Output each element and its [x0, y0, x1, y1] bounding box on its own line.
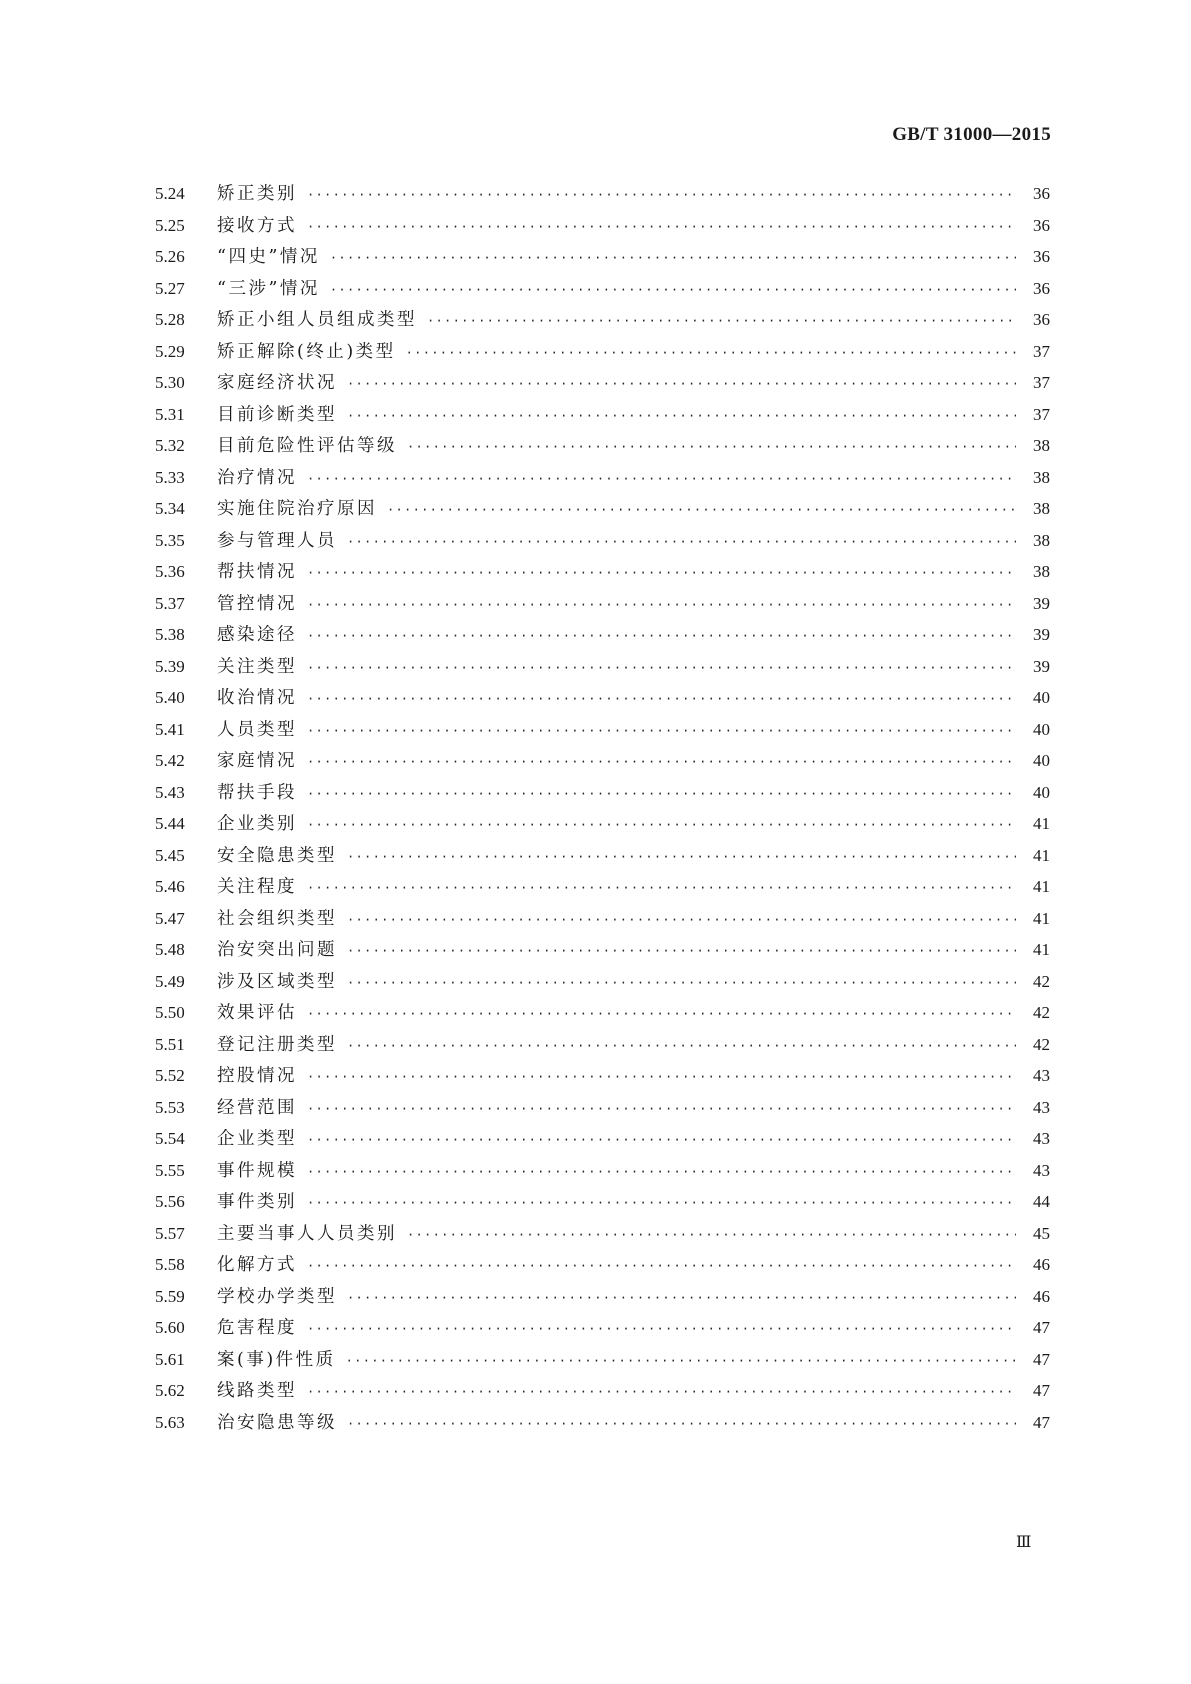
toc-entry-title: 关注程度	[217, 877, 297, 897]
toc-dot-leader	[407, 1220, 1016, 1252]
toc-entry[interactable]	[155, 1092, 1050, 1124]
toc-entry[interactable]	[155, 840, 1050, 872]
toc-dot-leader	[347, 369, 1016, 401]
toc-entry[interactable]	[155, 1218, 1050, 1250]
toc-dot-leader	[346, 1346, 1016, 1378]
toc-dot-leader	[307, 1125, 1016, 1157]
toc-dot-leader	[307, 716, 1016, 748]
toc-entry[interactable]	[155, 1155, 1050, 1187]
toc-entry[interactable]	[155, 525, 1050, 557]
toc-entry-page: 37	[1033, 373, 1050, 392]
toc-entry-page: 37	[1033, 404, 1050, 424]
toc-entry-title: 家庭情况	[217, 751, 297, 771]
toc-entry[interactable]	[155, 462, 1050, 494]
toc-entry-page: 42	[1033, 1003, 1050, 1022]
toc-entry-page: 38	[1033, 562, 1050, 581]
toc-entry-title: 企业类别	[217, 814, 297, 834]
toc-dot-leader	[407, 432, 1016, 464]
toc-entry-number: 5.49	[155, 971, 185, 991]
toc-dot-leader	[307, 621, 1016, 653]
toc-entry-title: 效果评估	[217, 1003, 297, 1023]
toc-entry[interactable]	[155, 651, 1050, 683]
toc-entry-title: 经营范围	[217, 1097, 297, 1118]
toc-dot-leader	[307, 558, 1016, 590]
toc-entry-number: 5.61	[155, 1349, 185, 1369]
toc-entry[interactable]	[155, 178, 1050, 210]
toc-entry-title: 人员类型	[217, 719, 297, 740]
toc-entry-number: 5.63	[155, 1412, 185, 1432]
toc-entry[interactable]	[155, 336, 1050, 368]
toc-entry-title: “三涉”情况	[217, 278, 320, 299]
toc-entry[interactable]	[155, 1375, 1050, 1407]
toc-entry-number: 5.48	[155, 940, 185, 959]
toc-entry-title: 社会组织类型	[217, 908, 337, 929]
toc-entry-title: 案(事)件性质	[217, 1349, 336, 1370]
toc-entry[interactable]	[155, 367, 1050, 399]
toc-entry-title: 家庭经济状况	[217, 373, 337, 393]
toc-entry-title: 学校办学类型	[217, 1286, 337, 1307]
toc-entry[interactable]	[155, 1123, 1050, 1155]
toc-entry-page: 36	[1033, 247, 1050, 266]
toc-entry[interactable]	[155, 1029, 1050, 1061]
toc-entry-page: 43	[1033, 1129, 1050, 1148]
page-number: Ⅲ	[1016, 1534, 1032, 1551]
toc-dot-leader	[347, 968, 1016, 1000]
toc-entry-page: 38	[1033, 436, 1050, 455]
toc-entry-number: 5.27	[155, 278, 185, 298]
toc-entry-page: 43	[1033, 1097, 1050, 1117]
toc-dot-leader	[330, 275, 1016, 307]
toc-entry[interactable]	[155, 619, 1050, 651]
toc-entry-page: 40	[1033, 751, 1050, 770]
toc-entry[interactable]	[155, 1060, 1050, 1092]
toc-entry[interactable]	[155, 1281, 1050, 1313]
toc-entry-title: 帮扶情况	[217, 562, 297, 582]
toc-entry-title: 收治情况	[217, 688, 297, 708]
toc-entry-title: 危害程度	[217, 1318, 297, 1338]
toc-entry-page: 41	[1033, 814, 1050, 833]
toc-entry[interactable]	[155, 997, 1050, 1029]
toc-entry-number: 5.52	[155, 1066, 185, 1085]
toc-entry[interactable]	[155, 1249, 1050, 1281]
toc-entry-number: 5.50	[155, 1003, 185, 1022]
toc-entry[interactable]	[155, 1407, 1050, 1439]
table-of-contents	[155, 178, 1050, 1438]
toc-entry-title: 涉及区域类型	[217, 971, 337, 992]
toc-entry[interactable]	[155, 745, 1050, 777]
toc-entry-page: 41	[1033, 908, 1050, 928]
toc-dot-leader	[330, 243, 1016, 275]
toc-dot-leader	[307, 1251, 1016, 1283]
toc-entry-page: 46	[1033, 1255, 1050, 1274]
toc-entry-number: 5.40	[155, 688, 185, 707]
toc-dot-leader	[427, 306, 1016, 338]
toc-entry-title: 化解方式	[217, 1255, 297, 1275]
toc-entry-number: 5.45	[155, 845, 185, 865]
toc-entry-page: 38	[1033, 530, 1050, 550]
toc-entry-number: 5.24	[155, 184, 185, 203]
toc-dot-leader	[347, 936, 1016, 968]
toc-dot-leader	[307, 1314, 1016, 1346]
toc-entry[interactable]	[155, 430, 1050, 462]
toc-dot-leader	[347, 401, 1016, 433]
toc-entry-page: 47	[1033, 1381, 1050, 1400]
toc-entry-page: 36	[1033, 278, 1050, 298]
toc-entry-number: 5.31	[155, 404, 185, 424]
toc-entry[interactable]	[155, 273, 1050, 305]
toc-entry[interactable]	[155, 934, 1050, 966]
toc-entry-page: 47	[1033, 1349, 1050, 1369]
toc-entry-number: 5.38	[155, 625, 185, 644]
toc-entry-number: 5.37	[155, 593, 185, 613]
toc-dot-leader	[307, 180, 1016, 212]
toc-dot-leader	[307, 1094, 1016, 1126]
toc-entry-page: 39	[1033, 656, 1050, 676]
toc-dot-leader	[406, 338, 1016, 370]
toc-entry-page: 45	[1033, 1223, 1050, 1243]
toc-entry-number: 5.26	[155, 247, 185, 266]
toc-entry-page: 41	[1033, 940, 1050, 959]
toc-entry-title: 接收方式	[217, 215, 297, 236]
toc-entry-page: 41	[1033, 845, 1050, 865]
toc-entry[interactable]	[155, 588, 1050, 620]
toc-dot-leader	[307, 464, 1016, 496]
toc-entry[interactable]	[155, 777, 1050, 809]
toc-entry-title: 治疗情况	[217, 467, 297, 488]
toc-entry[interactable]	[155, 1186, 1050, 1218]
toc-dot-leader	[387, 495, 1016, 527]
toc-entry-title: 企业类型	[217, 1129, 297, 1149]
toc-dot-leader	[307, 999, 1016, 1031]
toc-entry[interactable]	[155, 1312, 1050, 1344]
toc-entry-page: 43	[1033, 1066, 1050, 1085]
toc-dot-leader	[307, 779, 1016, 811]
toc-dot-leader	[307, 747, 1016, 779]
toc-entry-page: 40	[1033, 688, 1050, 707]
toc-entry-title: 安全隐患类型	[217, 845, 337, 866]
toc-dot-leader	[307, 653, 1016, 685]
toc-dot-leader	[307, 212, 1016, 244]
toc-entry-number: 5.28	[155, 310, 185, 329]
toc-entry-page: 39	[1033, 593, 1050, 613]
toc-entry-number: 5.62	[155, 1381, 185, 1400]
toc-entry-title: 事件类别	[217, 1192, 297, 1212]
toc-entry-page: 39	[1033, 625, 1050, 644]
toc-entry-number: 5.47	[155, 908, 185, 928]
toc-entry-number: 5.53	[155, 1097, 185, 1117]
toc-entry[interactable]	[155, 304, 1050, 336]
toc-entry-number: 5.42	[155, 751, 185, 770]
toc-entry-number: 5.33	[155, 467, 185, 487]
toc-entry-title: 管控情况	[217, 593, 297, 614]
toc-entry-number: 5.57	[155, 1223, 185, 1243]
toc-entry-title: 矫正小组人员组成类型	[217, 310, 417, 330]
toc-dot-leader	[307, 810, 1016, 842]
toc-entry-page: 41	[1033, 877, 1050, 896]
toc-dot-leader	[347, 527, 1016, 559]
toc-entry-title: 目前危险性评估等级	[217, 436, 397, 456]
toc-entry-page: 44	[1033, 1192, 1050, 1211]
toc-entry-page: 37	[1033, 341, 1050, 361]
toc-entry-title: 感染途径	[217, 625, 297, 645]
toc-entry-number: 5.59	[155, 1286, 185, 1306]
toc-entry-number: 5.55	[155, 1160, 185, 1180]
toc-dot-leader	[347, 1031, 1016, 1063]
toc-entry-number: 5.34	[155, 499, 185, 518]
toc-entry-number: 5.58	[155, 1255, 185, 1274]
toc-entry-number: 5.39	[155, 656, 185, 676]
toc-entry-page: 42	[1033, 1034, 1050, 1054]
toc-entry-number: 5.41	[155, 719, 185, 739]
toc-entry-title: 矫正解除(终止)类型	[217, 341, 396, 362]
toc-dot-leader	[307, 590, 1016, 622]
toc-entry[interactable]	[155, 210, 1050, 242]
toc-entry-number: 5.43	[155, 782, 185, 802]
toc-dot-leader	[307, 1188, 1016, 1220]
toc-entry-title: 控股情况	[217, 1066, 297, 1086]
toc-entry-page: 46	[1033, 1286, 1050, 1306]
toc-dot-leader	[347, 1409, 1016, 1441]
toc-entry-page: 47	[1033, 1412, 1050, 1432]
toc-entry-number: 5.36	[155, 562, 185, 581]
toc-entry-page: 40	[1033, 719, 1050, 739]
toc-entry[interactable]	[155, 556, 1050, 588]
toc-entry[interactable]	[155, 682, 1050, 714]
toc-entry-page: 42	[1033, 971, 1050, 991]
toc-entry-number: 5.60	[155, 1318, 185, 1337]
toc-entry-title: 目前诊断类型	[217, 404, 337, 425]
toc-entry-title: 线路类型	[217, 1381, 297, 1401]
toc-entry[interactable]	[155, 399, 1050, 431]
toc-entry-title: “四史”情况	[217, 247, 320, 267]
toc-entry-title: 主要当事人人员类别	[217, 1223, 397, 1244]
toc-entry-title: 登记注册类型	[217, 1034, 337, 1055]
toc-dot-leader	[347, 842, 1016, 874]
toc-entry-title: 参与管理人员	[217, 530, 337, 551]
toc-dot-leader	[347, 1283, 1016, 1315]
toc-entry-title: 关注类型	[217, 656, 297, 677]
toc-entry-page: 43	[1033, 1160, 1050, 1180]
toc-entry-number: 5.56	[155, 1192, 185, 1211]
toc-dot-leader	[347, 905, 1016, 937]
toc-entry-title: 实施住院治疗原因	[217, 499, 377, 519]
toc-entry-page: 38	[1033, 499, 1050, 518]
toc-dot-leader	[307, 1157, 1016, 1189]
toc-entry-number: 5.29	[155, 341, 185, 361]
toc-entry[interactable]	[155, 714, 1050, 746]
toc-entry-page: 38	[1033, 467, 1050, 487]
toc-dot-leader	[307, 684, 1016, 716]
toc-entry[interactable]	[155, 903, 1050, 935]
toc-entry-page: 36	[1033, 184, 1050, 203]
toc-entry-title: 矫正类别	[217, 184, 297, 204]
toc-dot-leader	[307, 1377, 1016, 1409]
toc-entry-number: 5.25	[155, 215, 185, 235]
toc-entry-number: 5.35	[155, 530, 185, 550]
toc-entry[interactable]	[155, 871, 1050, 903]
toc-dot-leader	[307, 873, 1016, 905]
toc-entry-number: 5.46	[155, 877, 185, 896]
toc-dot-leader	[307, 1062, 1016, 1094]
toc-entry-title: 帮扶手段	[217, 782, 297, 803]
toc-entry[interactable]	[155, 493, 1050, 525]
toc-entry[interactable]	[155, 1344, 1050, 1376]
standard-code: GB/T 31000—2015	[892, 124, 1051, 145]
toc-entry-title: 治安隐患等级	[217, 1412, 337, 1433]
toc-entry-title: 事件规模	[217, 1160, 297, 1181]
toc-entry-page: 47	[1033, 1318, 1050, 1337]
toc-entry[interactable]	[155, 241, 1050, 273]
toc-entry[interactable]	[155, 966, 1050, 998]
toc-entry-page: 40	[1033, 782, 1050, 802]
toc-entry-page: 36	[1033, 310, 1050, 329]
toc-entry-number: 5.32	[155, 436, 185, 455]
toc-entry-number: 5.54	[155, 1129, 185, 1148]
toc-entry-number: 5.44	[155, 814, 185, 833]
toc-entry-title: 治安突出问题	[217, 940, 337, 960]
toc-entry[interactable]	[155, 808, 1050, 840]
toc-entry-number: 5.51	[155, 1034, 185, 1054]
toc-entry-page: 36	[1033, 215, 1050, 235]
toc-entry-number: 5.30	[155, 373, 185, 392]
